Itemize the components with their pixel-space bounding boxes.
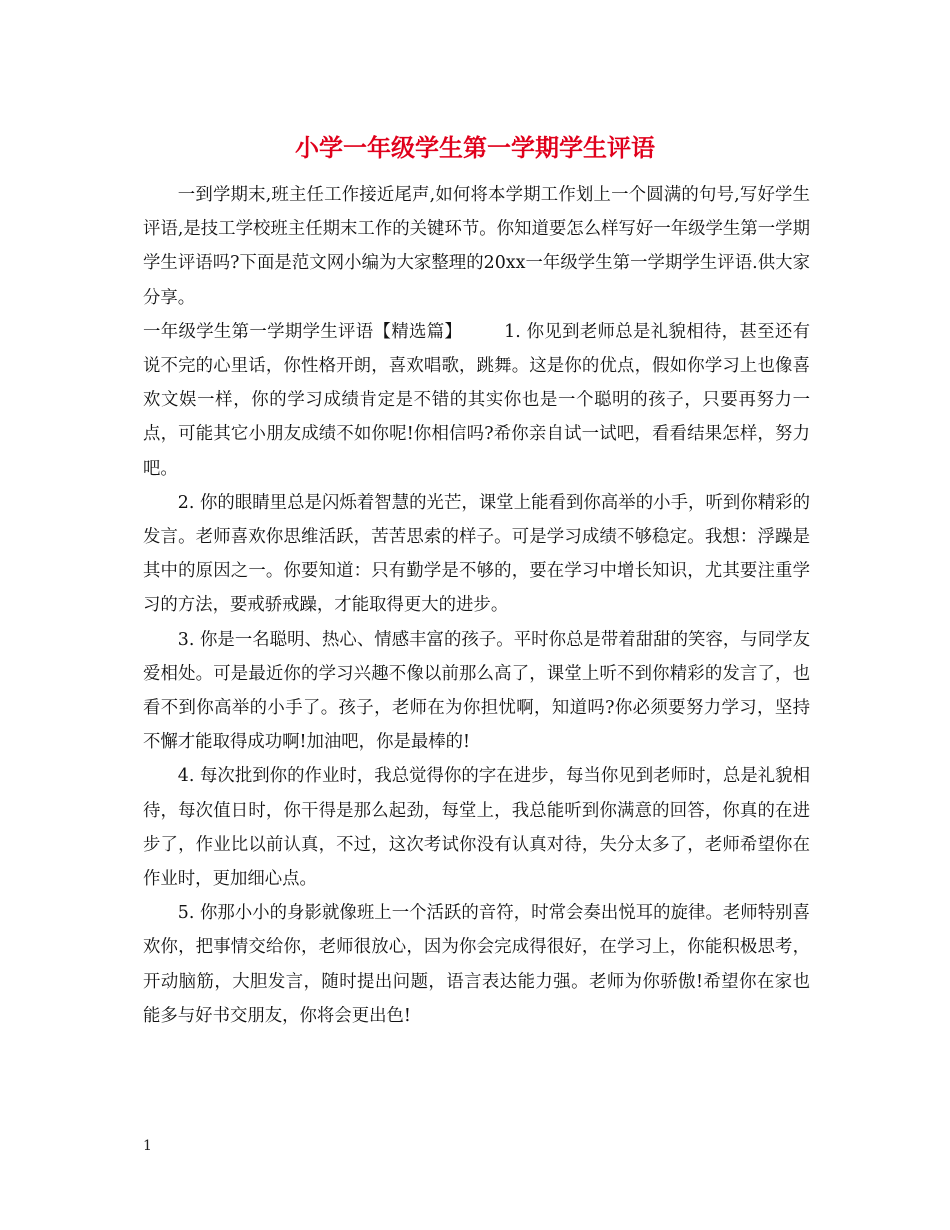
section-heading: 一年级学生第一学期学生评语【精选篇】 <box>143 321 463 342</box>
comment-item-4: 4. 每次批到你的作业时，我总觉得你的字在进步，每当你见到老师时，总是礼貌相待，每次值日时，你干得是那么起劲，每堂上，我总能听到你满意的回答，你真的在进步了，作业比以前认真，不过，这次考试你没有认真对待，失分太多了，老师希望你在作业时，更加细心点。 <box>143 766 810 890</box>
comment-item-1: 1. 你见到老师总是礼貌相待，甚至还有说不完的心里话，你性格开朗，喜欢唱歌，跳舞。这是你的优点，假如你学习上也像喜欢文娱一样，你的学习成绩肯定是不错的其实你也是一个聪明的孩子，只要再努力一点，可能其它小朋友成绩不如你呢!你相信吗?希你亲自试一试吧，看看结果怎样，努力吧。 <box>143 321 810 479</box>
section-paragraph <box>143 315 810 486</box>
comment-item-3: 3. 你是一名聪明、热心、情感丰富的孩子。平时你总是带着甜甜的笑容，与同学友爱相处。可是最近你的学习兴趣不像以前那么高了，课堂上听不到你精彩的发言了，也看不到你高举的小手了。孩子，老师在为你担忧啊，知道吗?你必须要努力学习，坚持不懈才能取得成功啊!加油吧，你是最棒的! <box>143 629 810 753</box>
document-body <box>143 178 810 1033</box>
page-number: 1 <box>143 1138 152 1154</box>
comment-item-2: 2. 你的眼睛里总是闪烁着智慧的光芒，课堂上能看到你高举的小手，听到你精彩的发言。老师喜欢你思维活跃，苦苦思索的样子。可是学习成绩不够稳定。我想：浮躁是其中的原因之一。你要知道：只有勤学是不够的，要在学习中增长知识，尤其要注重学习的方法，要戒骄戒躁，才能取得更大的进步。 <box>143 492 810 616</box>
intro-paragraph: 一到学期末,班主任工作接近尾声,如何将本学期工作划上一个圆满的句号,写好学生评语,是技工学校班主任期末工作的关键环节。你知道要怎么样写好一年级学生第一学期学生评语吗?下面是范文网小编为大家整理的20xx一年级学生第一学期学生评语.供大家分享。 <box>143 185 810 308</box>
page-title: 小学一年级学生第一学期学生评语 <box>295 133 655 162</box>
comment-item-5: 5. 你那小小的身影就像班上一个活跃的音符，时常会奏出悦耳的旋律。老师特别喜欢你，把事情交给你，老师很放心，因为你会完成得很好，在学习上，你能积极思考，开动脑筋，大胆发言，随时提出问题，语言表达能力强。老师为你骄傲!希望你在家也能多与好书交朋友，你将会更出色! <box>143 903 810 1026</box>
